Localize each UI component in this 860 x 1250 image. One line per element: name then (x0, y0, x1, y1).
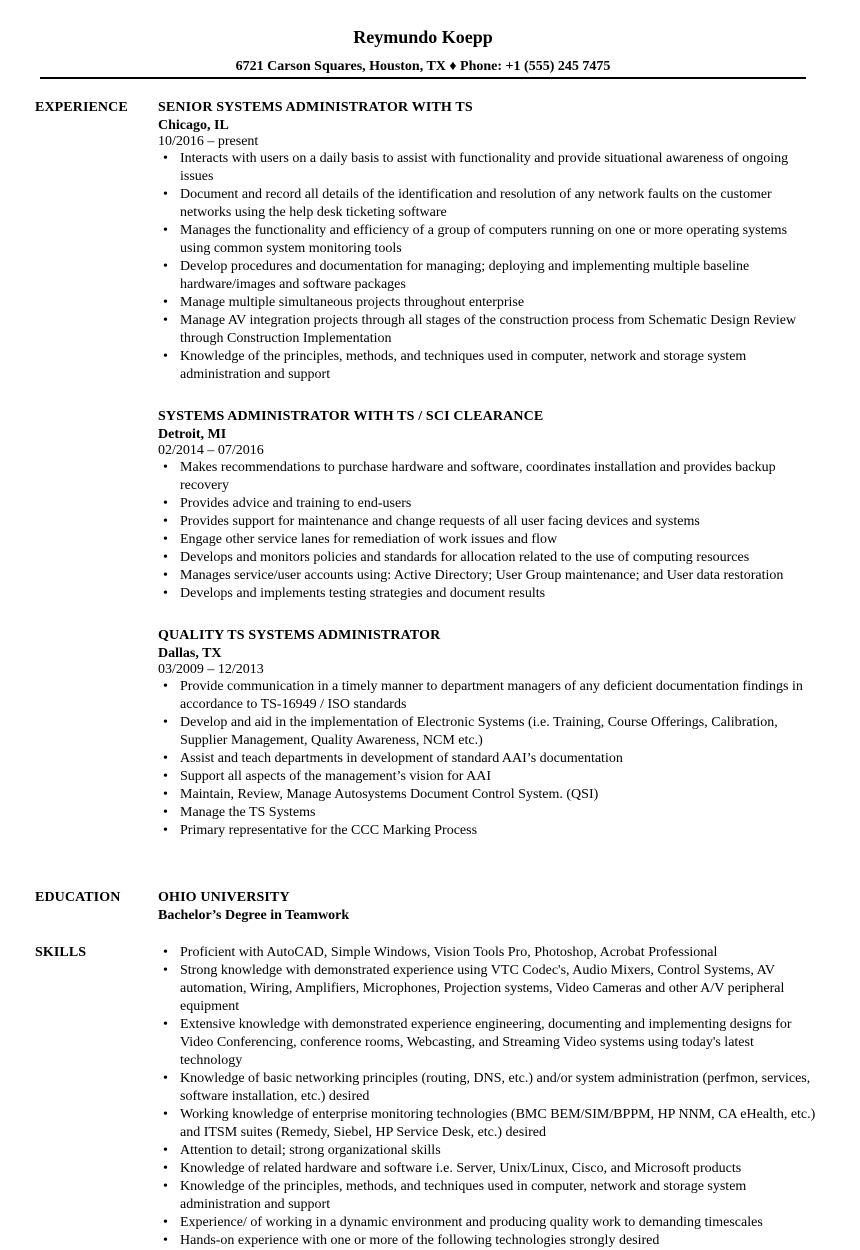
skills-content (158, 944, 818, 1250)
header-divider (40, 77, 806, 79)
job-bullets (158, 678, 818, 840)
bullet-item: • Manage multiple simultaneous projects throughout enterprise (158, 294, 818, 312)
bullet-item: • Provide communication in a timely manner to department managers of any deficient documentation findings in accordance to TS-16949 / ISO standards (158, 678, 818, 714)
job-dates: 10/2016 – present (158, 134, 259, 149)
bullet-item: • Support all aspects of the management’s vision for AAI (158, 768, 818, 786)
skills-heading: SKILLS (35, 945, 87, 960)
bullet-item: • Manage the TS Systems (158, 804, 818, 822)
contact-line: 6721 Carson Squares, Houston, TX ♦ Phone: +1 (555) 245 7475 (235, 59, 611, 74)
experience-heading: EXPERIENCE (35, 100, 128, 115)
education-heading: EDUCATION (35, 890, 121, 905)
job-entry (158, 99, 818, 384)
job-location: Chicago, IL (158, 118, 229, 133)
bullet-item: • Primary representative for the CCC Marking Process (158, 822, 818, 840)
bullet-item: • Manages service/user accounts using: Active Directory; User Group maintenance; and User data restoration (158, 567, 818, 585)
job-title: SENIOR SYSTEMS ADMINISTRATOR WITH TS (158, 100, 473, 115)
job-dates: 03/2009 – 12/2013 (158, 662, 264, 677)
skill-item: • Attention to detail; strong organizational skills (158, 1142, 818, 1160)
job-entry (158, 627, 818, 840)
skill-item: • Hands-on experience with one or more of the following technologies strongly desired (158, 1232, 818, 1250)
bullet-item: • Develop procedures and documentation for managing; deploying and implementing multiple baseline hardware/images and software packages (158, 258, 818, 294)
skill-item: • Knowledge of related hardware and software i.e. Server, Unix/Linux, Cisco, and Microsoft products (158, 1160, 818, 1178)
skill-item: • Proficient with AutoCAD, Simple Windows, Vision Tools Pro, Photoshop, Acrobat Professional (158, 944, 818, 962)
bullet-item: • Interacts with users on a daily basis to assist with functionality and provide situational awareness of ongoing issues (158, 150, 818, 186)
skill-item: • Extensive knowledge with demonstrated experience engineering, documenting and implementing designs for Video Conferencing, conference rooms, Webcasting, and Streaming Video systems using today's latest technology (158, 1016, 818, 1070)
skill-item: • Knowledge of the principles, methods, and techniques used in computer, network and storage system administration and support (158, 1178, 818, 1214)
job-location: Detroit, MI (158, 427, 227, 442)
bullet-item: • Provides support for maintenance and change requests of all user facing devices and systems (158, 513, 818, 531)
experience-content (158, 99, 818, 840)
bullet-item: • Develop and aid in the implementation of Electronic Systems (i.e. Training, Course Offerings, Calibration, Supplier Management, Quality Awareness, NCM etc.) (158, 714, 818, 750)
bullet-item: • Knowledge of the principles, methods, and techniques used in computer, network and storage system administration and support (158, 348, 818, 384)
skill-item: • Knowledge of basic networking principles (routing, DNS, etc.) and/or system administration (perfmon, services, software installation, etc.) desired (158, 1070, 818, 1106)
bullet-item: • Document and record all details of the identification and resolution of any network faults on the customer networks using the help desk ticketing software (158, 186, 818, 222)
job-location: Dallas, TX (158, 646, 222, 661)
job-bullets (158, 150, 818, 384)
bullet-item: • Assist and teach departments in development of standard AAI’s documentation (158, 750, 818, 768)
school-name: OHIO UNIVERSITY (158, 890, 290, 905)
education-content (158, 889, 818, 925)
job-dates: 02/2014 – 07/2016 (158, 443, 264, 458)
bullet-item: • Manages the functionality and efficiency of a group of computers running on one or more operating systems using common system monitoring tools (158, 222, 818, 258)
resume-name: Reymundo Koepp (353, 27, 493, 47)
bullet-item: • Engage other service lanes for remediation of work issues and flow (158, 531, 818, 549)
job-bullets (158, 459, 818, 603)
skills-list (158, 944, 818, 1250)
bullet-item: • Develops and implements testing strategies and document results (158, 585, 818, 603)
bullet-item: • Makes recommendations to purchase hardware and software, coordinates installation and provides backup recovery (158, 459, 818, 495)
degree-name: Bachelor’s Degree in Teamwork (158, 908, 350, 923)
skill-item: • Experience/ of working in a dynamic environment and producing quality work to demanding timescales (158, 1214, 818, 1232)
bullet-item: • Maintain, Review, Manage Autosystems Document Control System. (QSI) (158, 786, 818, 804)
bullet-item: • Develops and monitors policies and standards for allocation related to the use of computing resources (158, 549, 818, 567)
job-title: QUALITY TS SYSTEMS ADMINISTRATOR (158, 628, 441, 643)
bullet-item: • Manage AV integration projects through all stages of the construction process from Schematic Design Review through Construction Implementation (158, 312, 818, 348)
skill-item: • Working knowledge of enterprise monitoring technologies (BMC BEM/SIM/BPPM, HP NNM, CA eHealth, etc.) and ITSM suites (Remedy, Siebel, HP Service Desk, etc.) desired (158, 1106, 818, 1142)
skill-item: • Strong knowledge with demonstrated experience using VTC Codec's, Audio Mixers, Control Systems, AV automation, Wiring, Amplifiers, Microphones, Projection systems, Video Cameras and other A/V peripheral equipment (158, 962, 818, 1016)
job-entry (158, 408, 818, 603)
bullet-item: • Provides advice and training to end-users (158, 495, 818, 513)
job-title: SYSTEMS ADMINISTRATOR WITH TS / SCI CLEARANCE (158, 409, 544, 424)
